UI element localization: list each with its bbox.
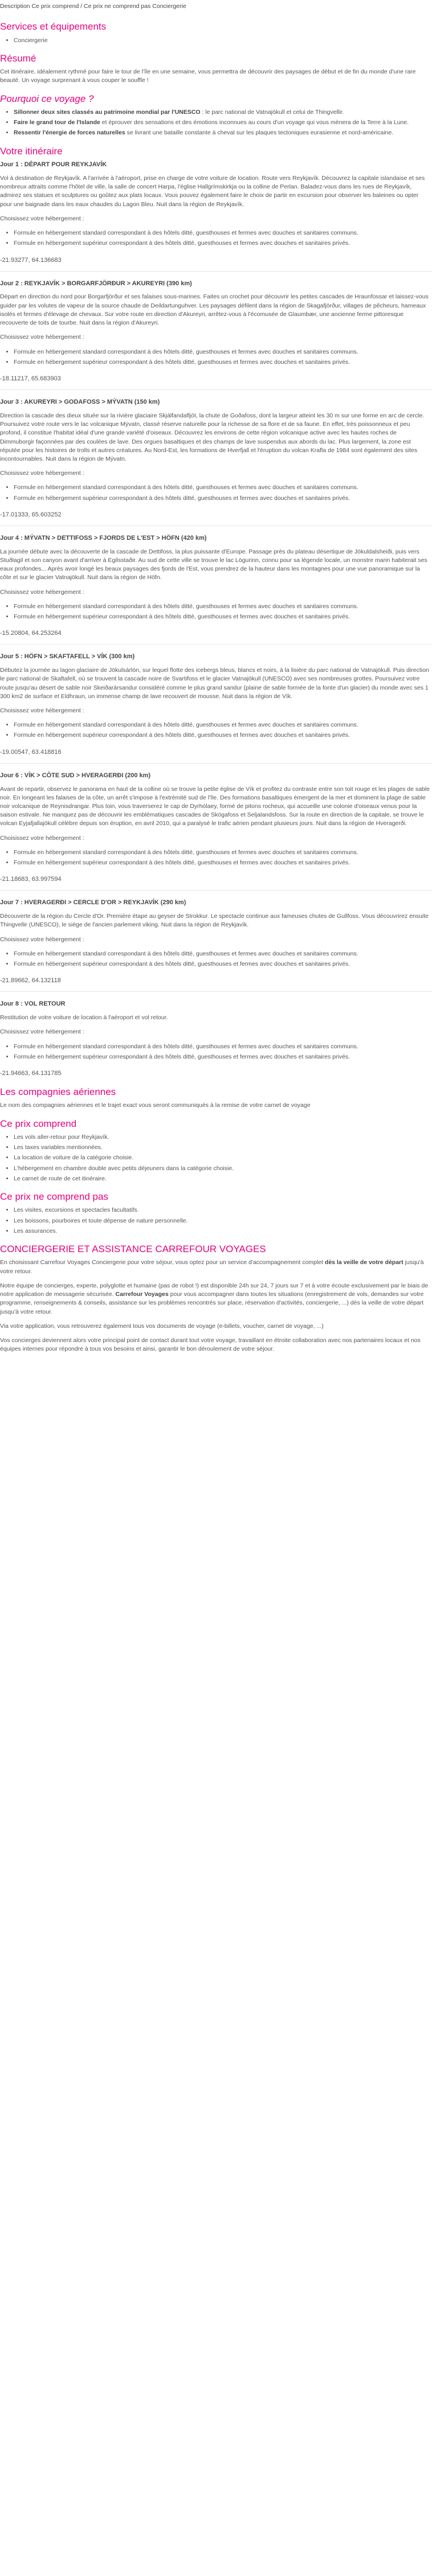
hebergement-option: • Formule en hébergement standard correspondant à des hôtels ditté, guesthouses et fermes avec douches et sanitaires communs. xyxy=(14,848,432,857)
day-divider xyxy=(0,763,432,764)
hebergement-option: • Formule en hébergement standard correspondant à des hôtels ditté, guesthouses et fermes avec douches et sanitaires communs. xyxy=(14,348,432,356)
hebergement-options xyxy=(0,602,432,621)
conciergerie-p1-bold: dès la veille de votre départ xyxy=(324,1259,404,1266)
compagnies-section xyxy=(0,1086,432,1110)
comprend-section xyxy=(0,1118,432,1183)
day-divider xyxy=(0,991,432,992)
services-title: Services et équipements xyxy=(0,21,107,32)
day-description: Découverte de la région du Cercle d'Or. Première étape au geyser de Strokkur. Le spectacle continue aux fameuses chutes de Gullfoss. Vous découvrirez ensuite Thingvellir (UNESCO), le siège de l'ancien parlement viking. Nuit dans la région de Reykjavík. xyxy=(0,913,429,929)
resume-title: Résumé xyxy=(0,52,36,64)
day-block xyxy=(0,534,432,645)
hebergement-label: Choisissez votre hébergement : xyxy=(0,1028,84,1036)
hebergement-options xyxy=(0,721,432,740)
ne-comprend-item: • Les assurances. xyxy=(14,1227,432,1236)
day-block xyxy=(0,398,432,526)
ne-comprend-item: • Les boissons, pourboires et toute dépense de nature personnelle. xyxy=(14,1217,432,1225)
resume-section xyxy=(0,53,432,85)
day-divider xyxy=(0,389,432,390)
hebergement-option: • Formule en hébergement supérieur correspondant à des hôtels ditté, guesthouses et fermes avec douches et sanitaires privés. xyxy=(14,859,432,867)
day-description: Restitution de votre voiture de location à l'aéroport et vol retour. xyxy=(0,1014,168,1022)
hebergement-option: • Formule en hébergement supérieur correspondant à des hôtels ditté, guesthouses et fermes avec douches et sanitaires privés. xyxy=(14,960,432,969)
hebergement-label: Choisissez votre hébergement : xyxy=(0,334,84,341)
services-section xyxy=(0,21,432,45)
conciergerie-section xyxy=(0,1244,432,1353)
day-block xyxy=(0,1000,432,1078)
day-title: Jour 2 : REYKJAVÍK > BORGARFJÖRÐUR > AKUREYRI (390 km) xyxy=(0,280,192,287)
ne-comprend-title: Ce prix ne comprend pas xyxy=(0,1191,108,1202)
day-coordinates: -17.01333, 65.603252 xyxy=(0,511,62,518)
pourquoi-item-text: se livrant une bataille constante à cheval sur les plaques tectoniques eurasienne et nord-américaine. xyxy=(125,129,394,137)
day-description: Direction la cascade des dieux située sur la rivière glaciaire Skjálfandafljót, la chute de Goðafoss, dont la largeur atteint les 30 m sur une forme en arc de cercle. Poursuivez votre route vers le lac volcanique Mývatn, classé réserve naturelle pour la richesse de sa flore et de sa faune. En effet, très poissonneux et peu profond, il constitue l'habitat idéal d'une grande variété d'oiseaux. Découvrez les environs de cette région volcanique active avec les hautes roches de Dimmuborgir façonnées par des coulées de lave. Des orgues basaltiques et des champs de lave suspendus aux abords du lac. Plus largement, la zone est réputée pour les histoires de trolls et autres créatures. Au Nord-Est, les formations de Hverfjall et l'éruption du volcan Krafla de 1984 sont également des sites incontournables. Nuit dans la région de Mývatn. xyxy=(0,412,425,462)
hebergement-option: • Formule en hébergement supérieur correspondant à des hôtels ditté, guesthouses et fermes avec douches et sanitaires privés. xyxy=(14,358,432,367)
pourquoi-item-bold: Faire le grand tour de l'Islande xyxy=(14,119,100,126)
ne-comprend-list xyxy=(0,1206,432,1236)
comprend-title: Ce prix comprend xyxy=(0,1118,77,1129)
pourquoi-list xyxy=(0,108,432,138)
hebergement-label: Choisissez votre hébergement : xyxy=(0,707,84,714)
pourquoi-section xyxy=(0,93,432,138)
day-coordinates: -15.20804, 64.253264 xyxy=(0,630,62,637)
hebergement-options xyxy=(0,1043,432,1061)
conciergerie-paragraph: Vos concierges deviennent alors votre principal point de contact durant tout votre voyage, travaillant en étroite collaboration avec nos partenaires locaux et nos équipes internes pour répondre à tous vos besoins et ainsi, garantir le bon déroulement de votre séjour. xyxy=(0,1336,421,1353)
conciergerie-p2-start: Notre équipe de concierges, experte, polyglotte et humaine (pas de robot !) est disponible 24h sur 24, 7 jours sur 7 et à votre écoute exclusivement par le biais de notre application de messagerie sécurisée. xyxy=(0,1282,429,1298)
hebergement-option: • Formule en hébergement supérieur correspondant à des hôtels ditté, guesthouses et fermes avec douches et sanitaires privés. xyxy=(14,239,432,248)
day-block xyxy=(0,280,432,390)
pourquoi-item-text: : le parc national de Vatnajökull et celui de Thingvellir. xyxy=(200,109,344,116)
day-block xyxy=(0,161,432,271)
ne-comprend-item: • Les visites, excursions et spectacles facultatifs. xyxy=(14,1206,432,1215)
day-description: Départ en direction du nord pour Borgarfjörður et ses falaises sous-marines. Faites un crochet pour découvrir les petites cascades de Hraunfossar et laissez-vous guider par les volutes de vapeur de la source chaude de Deildartunguhver. Les paysages défilent dans la région de Skagafjörður, villages de pêcheurs, hameaux isolés et fermes d'élevage de chevaux. Sur votre route en direction d'Akureyri, arrêtez-vous à l'écomusée de Glaumbær, une ancienne ferme pittoresque recouverte de toits de tourbe. Nuit dans la région d'Akureyri. xyxy=(0,293,429,327)
day-coordinates: -21.18683, 63.997594 xyxy=(0,876,62,883)
conciergerie-paragraph xyxy=(0,1258,432,1275)
compagnies-title: Les compagnies aériennes xyxy=(0,1086,116,1097)
conciergerie-p1-end: jusqu'à votre retour. xyxy=(0,1259,424,1275)
comprend-item: • Le carnet de route de cet itinéraire. xyxy=(14,1175,432,1183)
day-description: La journée débute avec la découverte de la cascade de Dettifoss, la plus puissante d'Europe. Passage près du plateau désertique de Jökuldalsheiði, puis vers Stuðlagil et son canyon avant d'arriver à Egilsstaðir. Au sud de cette ville se trouve le lac Lögurinn, connu pour sa légende locale, un monstre marin habiterait ses eaux profondes... Après avoir longé les beaux paysages des fjords de l'Est, vous prendrez de la hauteur dans les montagnes pour une vue panoramique sur la côte et sur le glacier Vatnajökull. Nuit dans la région de Höfn. xyxy=(0,548,427,581)
day-coordinates: -21.94663, 64.131785 xyxy=(0,1069,62,1077)
day-title: Jour 7 : HVERAGERÐI > CERCLE D'OR > REYKJAVÍK (290 km) xyxy=(0,899,186,906)
hebergement-label: Choisissez votre hébergement : xyxy=(0,470,84,477)
tab-bar[interactable]: Description Ce prix comprend / Ce prix ne comprend pas Conciergerie xyxy=(0,3,186,10)
hebergement-option: • Formule en hébergement supérieur correspondant à des hôtels ditté, guesthouses et fermes avec douches et sanitaires privés. xyxy=(14,494,432,503)
day-block xyxy=(0,772,432,891)
day-divider xyxy=(0,890,432,891)
conciergerie-title: CONCIERGERIE ET ASSISTANCE CARREFOUR VOYAGES xyxy=(0,1244,266,1255)
conciergerie-paragraph: Via votre application, vous retrouverez également tous vos documents de voyage (e-billets, voucher, carnet de voyage, ...) xyxy=(0,1322,324,1330)
hebergement-option: • Formule en hébergement standard correspondant à des hôtels ditté, guesthouses et fermes avec douches et sanitaires communs. xyxy=(14,483,432,492)
pourquoi-item xyxy=(14,129,432,137)
pourquoi-item-bold: Sillonner deux sites classés au patrimoine mondial par l'UNESCO xyxy=(14,109,201,116)
day-divider xyxy=(0,644,432,645)
day-coordinates: -21.93277, 64.136683 xyxy=(0,256,62,264)
hebergement-option: • Formule en hébergement standard correspondant à des hôtels ditté, guesthouses et fermes avec douches et sanitaires communs. xyxy=(14,950,432,958)
days-list xyxy=(0,161,432,1078)
day-title: Jour 4 : MÝVATN > DETTIFOSS > FJORDS DE L'EST > HÖFN (420 km) xyxy=(0,534,207,542)
pourquoi-item xyxy=(14,108,432,117)
comprend-item: • L'hébergement en chambre double avec petits déjeuners dans la catégorie choisie. xyxy=(14,1164,432,1173)
services-list xyxy=(0,36,432,45)
pourquoi-item-bold: Ressentir l'énergie de forces naturelles xyxy=(14,129,125,137)
day-description: Avant de repartir, observez le panorama en haut de la colline où se trouve la petite église de Vík et profitez du contraste entre son toit rouge et les plages de sable noir. En longeant les falaises de la côte, un arrêt s'impose à l'extrémité sud de l'île. Des formations basaltiques émergent de la mer et dominent la plage de sable noir volcanique de Reynisdrangar. Plus loin, vous traverserez le cap de Dyrhólaey, formé de pitons rocheux, qui accueille une colonie d'oiseaux venus pour la saison estivale. Ne manquez pas de découvrir les emblématiques cascades de Skógafoss et Seljalandsfoss. Sur la route en direction de la capitale, se trouve le volcan Eyjafjallajökull célèbre depuis son éruption, en avril 2010, qui a paralysé le trafic aérien pendant plusieurs jours. Nuit dans la région de Hveragerði. xyxy=(0,785,430,827)
compagnies-text: Le nom des compagnies aériennes et le trajet exact vous seront communiqués à la remise de votre carnet de voyage xyxy=(0,1102,311,1109)
pourquoi-title: Pourquoi ce voyage ? xyxy=(0,93,94,104)
hebergement-options xyxy=(0,483,432,502)
day-description: Débutez la journée au lagon glaciaire de Jökulsárlón, sur lequel flotte des icebergs bleus, blancs et noirs, à la lisière du parc national de Vatnajökull. Puis direction le parc national de Skaftafell, où se trouvent la cascade noire de Svartifoss et le glacier Vatnajökull (UNESCO) avec ses nombreuses grottes. Poursuivez votre route jusqu'au désert de sable noir Skeiðarársandur considéré comme le plus grand sandur (plaine de sable formée de la fonte d'un glacier) du monde avec ses 1 300 km2 de surface et Eldhraun, un immense champ de lave recouvert de mousse. Nuit dans la région de Vík. xyxy=(0,667,429,700)
comprend-list xyxy=(0,1133,432,1183)
hebergement-options xyxy=(0,348,432,367)
services-item: • Conciergerie xyxy=(14,36,432,45)
hebergement-option: • Formule en hébergement supérieur correspondant à des hôtels ditté, guesthouses et fermes avec douches et sanitaires privés. xyxy=(14,731,432,740)
hebergement-option: • Formule en hébergement standard correspondant à des hôtels ditté, guesthouses et fermes avec douches et sanitaires communs. xyxy=(14,602,432,611)
comprend-item: • Les vols aller-retour pour Reykjavík. xyxy=(14,1133,432,1142)
day-coordinates: -21.89662, 64.132118 xyxy=(0,977,61,985)
pourquoi-item xyxy=(14,118,432,127)
day-title: Jour 6 : VÍK > CÔTE SUD > HVERAGERÐI (200 km) xyxy=(0,772,151,779)
hebergement-options xyxy=(0,229,432,248)
comprend-item: • La location de voiture de la catégorie choisie. xyxy=(14,1154,432,1162)
hebergement-label: Choisissez votre hébergement : xyxy=(0,588,84,596)
hebergement-label: Choisissez votre hébergement : xyxy=(0,215,84,222)
comprend-item: • Les taxes variables mentionnées. xyxy=(14,1143,432,1152)
conciergerie-paragraph xyxy=(0,1282,432,1316)
conciergerie-p2-bold: Carrefour Voyages xyxy=(115,1291,169,1298)
day-block xyxy=(0,899,432,992)
hebergement-option: • Formule en hébergement standard correspondant à des hôtels ditté, guesthouses et fermes avec douches et sanitaires communs. xyxy=(14,721,432,729)
conciergerie-p2-end: pour vous accompagner dans toutes les situations (enregistrement de vols, demandes sur votre programme, renseignements & conseils, assistance sur les problèmes rencontrés sur place, réservation d'activités, conciergerie, ...) dès la veille de votre départ jusqu'à votre retour. xyxy=(0,1291,424,1315)
day-title: Jour 3 : AKUREYRI > GODAFOSS > MÝVATN (150 km) xyxy=(0,398,160,405)
hebergement-option: • Formule en hébergement standard correspondant à des hôtels ditté, guesthouses et fermes avec douches et sanitaires communs. xyxy=(14,1043,432,1051)
pourquoi-item-text: et éprouver des sensations et des émotions inconnues au cours d'un voyage qui vous mènera de la Terre à la Lune. xyxy=(100,119,409,126)
day-title: Jour 5 : HÖFN > SKAFTAFELL > VÍK (300 km) xyxy=(0,653,135,661)
day-title: Jour 1 : DÉPART POUR REYKJAVÍK xyxy=(0,161,107,169)
hebergement-option: • Formule en hébergement standard correspondant à des hôtels ditté, guesthouses et fermes avec douches et sanitaires communs. xyxy=(14,229,432,237)
hebergement-options xyxy=(0,950,432,969)
hebergement-option: • Formule en hébergement supérieur correspondant à des hôtels ditté, guesthouses et fermes avec douches et sanitaires privés. xyxy=(14,1053,432,1061)
conciergerie-p1-start: En choisissant Carrefour Voyages Conciergerie pour votre séjour, vous optez pour un service d'accompagnement complet xyxy=(0,1259,325,1266)
itineraire-section xyxy=(0,146,432,1078)
hebergement-label: Choisissez votre hébergement : xyxy=(0,936,84,943)
hebergement-label: Choisissez votre hébergement : xyxy=(0,834,84,842)
hebergement-option: • Formule en hébergement supérieur correspondant à des hôtels ditté, guesthouses et fermes avec douches et sanitaires privés. xyxy=(14,613,432,621)
hebergement-options xyxy=(0,848,432,867)
day-coordinates: -18.11217, 65.683903 xyxy=(0,375,61,382)
day-description: Vol à destination de Reykjavík. A l'arrivée à l'aéroport, prise en charge de votre voiture de location. Route vers Reykjavík. Découvrez la capitale islandaise et ses nombreux attraits comme l'hôtel de ville, la salle de concert Harpa, l'église Hallgrímskirkja ou la colline de Perlan. Baladez-vous dans les rues de Reykjavík, admirez ses statues et sculptures ou goûtez aux plats locaux. Vous pouvez également faire le choix de partir en excursion pour observer les baleines ou opter pour une baignade dans les eaux chaudes du Lagon Bleu. Nuit dans la région de Reykjavík. xyxy=(0,175,425,208)
ne-comprend-section xyxy=(0,1191,432,1236)
itineraire-title: Votre itinéraire xyxy=(0,145,63,157)
day-divider xyxy=(0,271,432,272)
day-coordinates: -19.00547, 63.418816 xyxy=(0,748,62,756)
resume-text: Cet itinéraire, idéalement rythmé pour faire le tour de l'île en une semaine, vous permettra de découvrir des paysages de début et de fin du monde d'une rare beauté. Un voyage surprenant à vous couper le souffle ! xyxy=(0,68,416,84)
day-block xyxy=(0,653,432,763)
day-title: Jour 8 : VOL RETOUR xyxy=(0,1000,66,1008)
